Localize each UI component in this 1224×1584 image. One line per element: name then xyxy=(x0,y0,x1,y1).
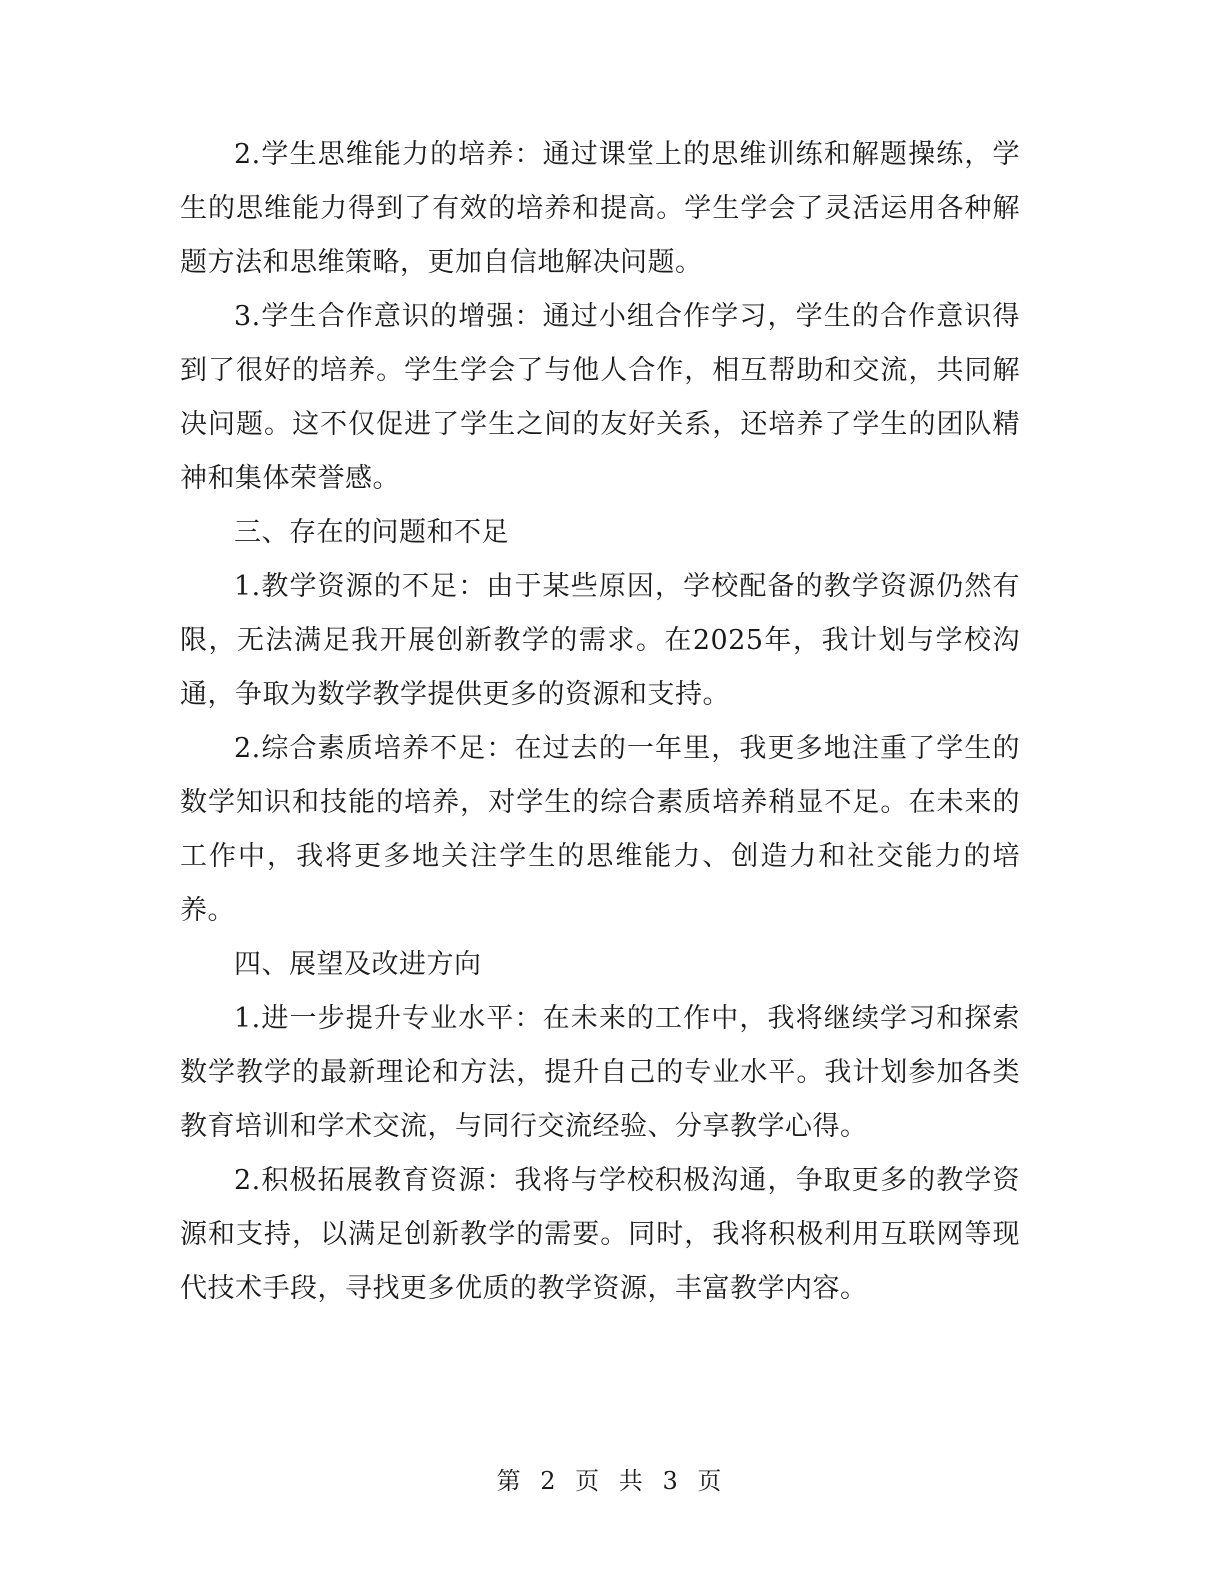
paragraph-quality-training: 2.综合素质培养不足：在过去的一年里，我更多地注重了学生的数学知识和技能的培养，对学生的综合素质培养稍显不足。在未来的工作中，我将更多地关注学生的思维能力、创造力和社交能力的培养。 xyxy=(180,733,1020,926)
paragraph-resources-shortage: 1.教学资源的不足：由于某些原因，学校配备的教学资源仍然有限，无法满足我开展创新教学的需求。在2025年，我计划与学校沟通，争取为数学教学提供更多的资源和支持。 xyxy=(180,571,1020,710)
paragraph-expand-resources: 2.积极拓展教育资源：我将与学校积极沟通，争取更多的教学资源和支持，以满足创新教学的需要。同时，我将积极利用互联网等现代技术手段，寻找更多优质的教学资源，丰富教学内容。 xyxy=(180,1165,1020,1304)
page-number-footer: 第 2 页 共 3 页 xyxy=(496,1467,728,1495)
section-heading-problems: 三、存在的问题和不足 xyxy=(234,517,509,548)
paragraph-thinking-ability: 2.学生思维能力的培养：通过课堂上的思维训练和解题操练，学生的思维能力得到了有效的培养和提高。学生学会了灵活运用各种解题方法和思维策略，更加自信地解决问题。 xyxy=(180,139,1020,278)
document-body xyxy=(180,128,1020,1316)
paragraph-professional-level: 1.进一步提升专业水平：在未来的工作中，我将继续学习和探索数学教学的最新理论和方法，提升自己的专业水平。我计划参加各类教育培训和学术交流，与同行交流经验、分享教学心得。 xyxy=(180,1003,1020,1142)
paragraph-cooperation: 3.学生合作意识的增强：通过小组合作学习，学生的合作意识得到了很好的培养。学生学会了与他人合作，相互帮助和交流，共同解决问题。这不仅促进了学生之间的友好关系，还培养了学生的团队精神和集体荣誉感。 xyxy=(180,301,1020,494)
section-heading-outlook: 四、展望及改进方向 xyxy=(234,949,482,980)
